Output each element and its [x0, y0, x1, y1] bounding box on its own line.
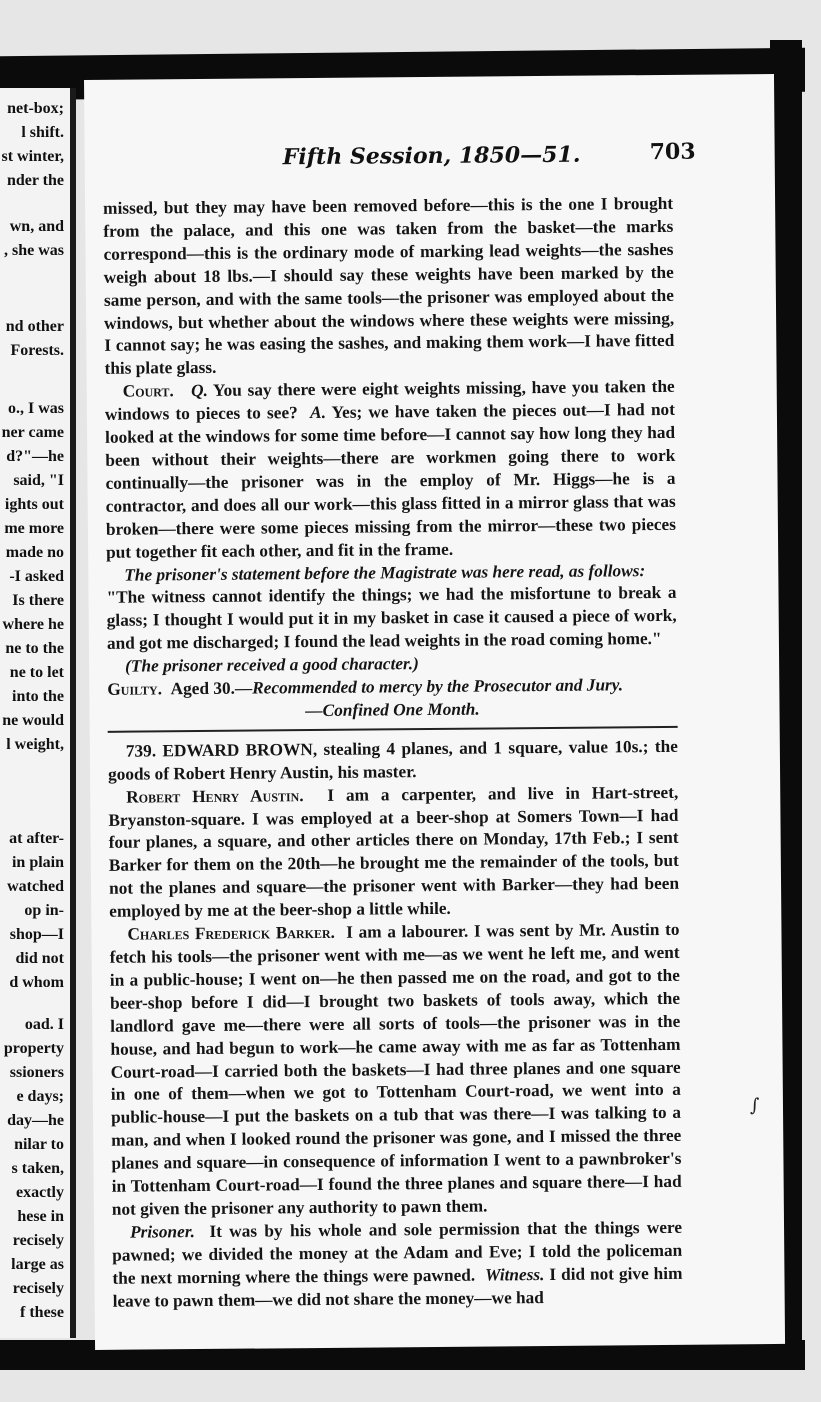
facing-page-text-fragment: into the [12, 688, 64, 705]
character-note: (The prisoner received a good character.) [125, 654, 419, 676]
facing-page-text-fragment: ner came [1, 424, 64, 441]
verdict-label: Guilty. [107, 679, 163, 699]
witness-reply: I did not give him leave to pawn them—we did not share the money—we had [112, 1263, 683, 1311]
facing-page-text-fragment: hese in [17, 1208, 64, 1225]
question-text: You say there were eight weights missing, have you taken the windows to pieces to see? [104, 377, 675, 424]
statement-text: "The witness cannot identify the things; we had the misfortune to break a glass; I thought I would put it in my basket in case it caused a piece of work, and got me discharged; I found the lead weights in the road coming home." [106, 583, 677, 654]
facing-page-text-fragment: e days; [16, 1088, 64, 1105]
verdict-recommendation: Recommended to mercy by the Prosecutor and Jury. [252, 675, 624, 698]
speaker-court: Court. [122, 381, 174, 401]
facing-page-text-fragment: watched [7, 878, 64, 895]
facing-page-text-fragment: Is there [12, 592, 64, 609]
facing-page-text-fragment: wn, and [9, 218, 64, 235]
facing-page-text-fragment: Forests. [10, 342, 64, 359]
facing-page-text-fragment: net-box; [7, 100, 64, 117]
paragraph-evidence: missed, but they may have been removed before—this is the one I brought from the palace, and this one was taken from the basket—the marks correspond—this is the ordinary mode of marking lead weights—the sashes weigh about 18 lbs.—I should say these weights have been marked by the same person, and with the same tools—the prisoner was employed about the windows, but whether about the windows where these weights were missing, I cannot say; he was easing the sashes, and making them work—I have fitted this plate glass. [103, 193, 675, 379]
facing-page-text-fragment: d?"—he [6, 448, 64, 465]
facing-page-text-fragment: at after- [9, 830, 64, 847]
facing-page-text-fragment: exactly [16, 1184, 64, 1201]
facing-page-fragment [0, 88, 76, 1338]
facing-page-text-fragment: nder the [6, 172, 64, 189]
facing-page-text-fragment: op in- [24, 902, 64, 919]
paragraph-austin [108, 781, 679, 923]
page-body [103, 193, 683, 1313]
facing-page-text-fragment: recisely [12, 1280, 64, 1297]
page-number: 703 [649, 138, 696, 166]
facing-page-text-fragment: f these [20, 1304, 64, 1321]
paragraph-barker [109, 919, 682, 1222]
facing-page-text-fragment: day—he [7, 1112, 64, 1129]
facing-page-text-fragment: made no [5, 544, 64, 561]
facing-page-text-fragment: oad. I [24, 1016, 64, 1033]
facing-page-text-fragment: l weight, [6, 736, 64, 753]
margin-mark: ∫ [750, 1095, 760, 1116]
facing-page-text-fragment: d whom [9, 974, 64, 991]
facing-page-text-fragment: in plain [11, 854, 64, 871]
facing-page-text-fragment: o., I was [7, 400, 64, 417]
question-marker: Q. [190, 381, 208, 401]
prisoner-statement: It was by his whole and sole permission that the things were pawned; we divided the money at the Adam and Eve; I told the policeman the next morning where the things were pawned. [112, 1217, 683, 1288]
facing-page-text-fragment: said, "I [13, 472, 64, 489]
answer-marker: A. [310, 403, 327, 423]
verdict-age: Aged 30.— [170, 678, 253, 699]
facing-page-text-fragment: ssioners [9, 1064, 64, 1081]
document-page [84, 74, 785, 1350]
facing-page-text-fragment: ne would [2, 712, 64, 729]
answer-text: Yes; we have taken the pieces out—I had not looked at the windows for some time before—I cannot say how long they had been without their weights—there are workmen going there to work continually—the prisoner was in the employ of Mr. Higgs—he is a contractor, and does all our work—this glass fitted in a mirror glass that was broken—there were some pieces missing from the mirror—these two pieces put together fit each other, and fit in the frame. [105, 400, 676, 562]
speaker-prisoner: Prisoner. [129, 1221, 195, 1242]
facing-page-text-fragment: large as [11, 1256, 64, 1273]
facing-page-text-fragment: s taken, [11, 1160, 64, 1177]
paragraph-prisoner [112, 1217, 683, 1314]
paragraph-court [105, 376, 677, 564]
facing-page-text-fragment: me more [4, 520, 64, 537]
speaker-barker: Charles Frederick Barker. [127, 922, 336, 944]
case-divider [108, 726, 678, 733]
facing-page-text-fragment: , she was [3, 242, 64, 259]
facing-page-text-fragment: ne to the [5, 640, 64, 657]
barker-testimony: I am a labourer. I was sent by Mr. Austin to fetch his tools—the prisoner went with me—as we went he left me, and went in a public-house; I went on—he then passed me on the road, and got to the beer-shop before I did—I brought two baskets of tools away, which the landlord gave me—there were all sorts of tools—the prisoner was in the house, and had begun to work—he came away with me as far as Tottenham Court-road—I carried both the baskets—I had three planes and one square in one of them—when we got to Tottenham Court-road, we went into a public-house—I put the baskets on a tub that was there—I was talking to a man, and when I looked round the prisoner was gone, and I missed the three planes and square—in consequence of information I went to a pawnbroker's in Tottenham Court-road—I found the three planes and square there—I had not given the prisoner any authority to pawn them. [109, 919, 682, 1219]
facing-page-text-fragment: -I asked [9, 568, 64, 585]
statement-heading: The prisoner's statement before the Magistrate was here read, as follows: [124, 560, 646, 585]
facing-page-text-fragment: did not [15, 950, 64, 967]
austin-testimony: I am a carpenter, and live in Hart-street, Bryanston-square. I was employed at a beer-shop at Somers Town—I had four planes, a square, and other articles there on Monday, 17th Feb.; I sent Barker for them on the 20th—he brought me the remainder of the tools, but not the planes and square—the prisoner went with Barker—they had been employed by me at the beer-shop a little while. [108, 782, 680, 921]
case-heading: 739. EDWARD BROWN, stealing 4 planes, and 1 square, value 10s.; the goods of Robert Henry Austin, his master. [107, 736, 678, 784]
facing-page-text-fragment: nilar to [14, 1136, 64, 1153]
facing-page-text-fragment: st winter, [1, 148, 64, 165]
speaker-witness: Witness. [484, 1264, 545, 1285]
facing-page-text-fragment: recisely [12, 1232, 64, 1249]
facing-page-text-fragment: where he [2, 616, 64, 633]
facing-page-text-fragment: shop—I [9, 926, 64, 943]
facing-page-text-fragment: ights out [4, 496, 64, 513]
facing-page-text-fragment: ne to let [9, 664, 64, 681]
speaker-austin: Robert Henry Austin. [126, 785, 304, 807]
facing-page-text-fragment: nd other [5, 318, 64, 335]
running-header: Fifth Session, 1850—51. [282, 141, 581, 171]
sentence-line: —Confined One Month. [305, 699, 480, 721]
facing-page-text-fragment: property [3, 1040, 64, 1057]
facing-page-text-fragment: l shift. [21, 124, 64, 141]
